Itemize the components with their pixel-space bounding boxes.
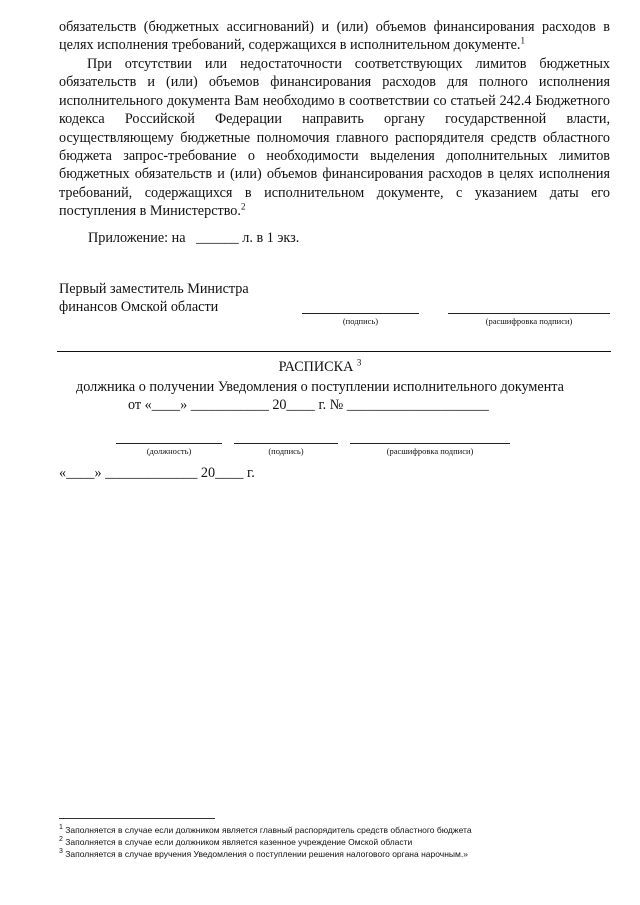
- receipt-title: [0, 358, 640, 376]
- footnote-text: Заполняется в случае если должником является казенное учреждение Омской области: [65, 837, 413, 847]
- attachment-line: [88, 229, 299, 247]
- paragraph-instructions: [59, 55, 610, 221]
- footnote-3: [59, 849, 468, 860]
- footnote-number: 1: [59, 824, 63, 832]
- paragraph-text: При отсутствии или недостаточности соответствующих лимитов бюджетных обязательств и (или) объемов финансирования расходов для полного исполнения исполнительного документа Вам необходимо в соответствии со статьей 242.4 Бюджетного кодекса Российской Федерации направить органу государственной власти, осуществляющему бюджетные полномочия главного распорядителя средств областного бюджета запрос-требование о необходимости выделения дополнительных лимитов бюджетных обязательств и (или) объемов финансирования расходов в целях исполнения требований, содержащихся в исполнительном документе, с указанием даты его поступления в Министерство.: [59, 56, 610, 220]
- signatory-title-line2: финансов Омской области: [59, 299, 219, 315]
- decoding-line: [448, 313, 610, 314]
- section-divider: [57, 351, 611, 352]
- receipt-bottom-date: «____» _____________ 20____ г.: [59, 465, 255, 481]
- signatory-title-line1: Первый заместитель Министра: [59, 281, 249, 297]
- paragraph-text: обязательств (бюджетных ассигнований) и (или) объемов финансирования расходов в целях исполнения требований, содержащихся в исполнительном документе.: [59, 19, 610, 54]
- signature-line: [302, 313, 419, 314]
- attachment-suffix: л. в 1 экз.: [242, 230, 300, 246]
- footnote-number: 2: [59, 836, 63, 844]
- footnote-ref: 2: [240, 201, 246, 212]
- receipt-decoding-line: [350, 443, 510, 444]
- receipt-date-line: от «____» ___________ 20____ г. № ____________________: [128, 397, 489, 413]
- footnote-2: [59, 837, 412, 848]
- position-caption: (должность): [146, 446, 192, 456]
- attachment-blank: ______: [196, 230, 239, 246]
- signature-caption: (подпись): [342, 316, 379, 326]
- footnote-separator: [59, 818, 215, 819]
- footnote-text: Заполняется в случае если должником является главный распорядитель средств областного бюджета: [65, 825, 472, 835]
- receipt-subtitle: должника о получении Уведомления о поступлении исполнительного документа: [76, 379, 564, 395]
- paragraph-continuation: [59, 18, 610, 55]
- receipt-signature-line: [234, 443, 338, 444]
- footnote-ref: 3: [356, 357, 362, 368]
- attachment-prefix: Приложение: на: [88, 230, 186, 246]
- decoding-caption: (расшифровка подписи): [485, 316, 573, 326]
- footnote-ref: 1: [520, 35, 525, 46]
- position-line: [116, 443, 222, 444]
- footnote-1: [59, 825, 472, 836]
- footnote-text: Заполняется в случае вручения Уведомления о поступлении решения налогового органа нарочным.»: [65, 849, 468, 859]
- receipt-signature-caption: (подпись): [268, 446, 304, 456]
- receipt-title-text: РАСПИСКА: [278, 359, 354, 375]
- footnote-number: 3: [59, 848, 63, 856]
- receipt-decoding-caption: (расшифровка подписи): [386, 446, 474, 456]
